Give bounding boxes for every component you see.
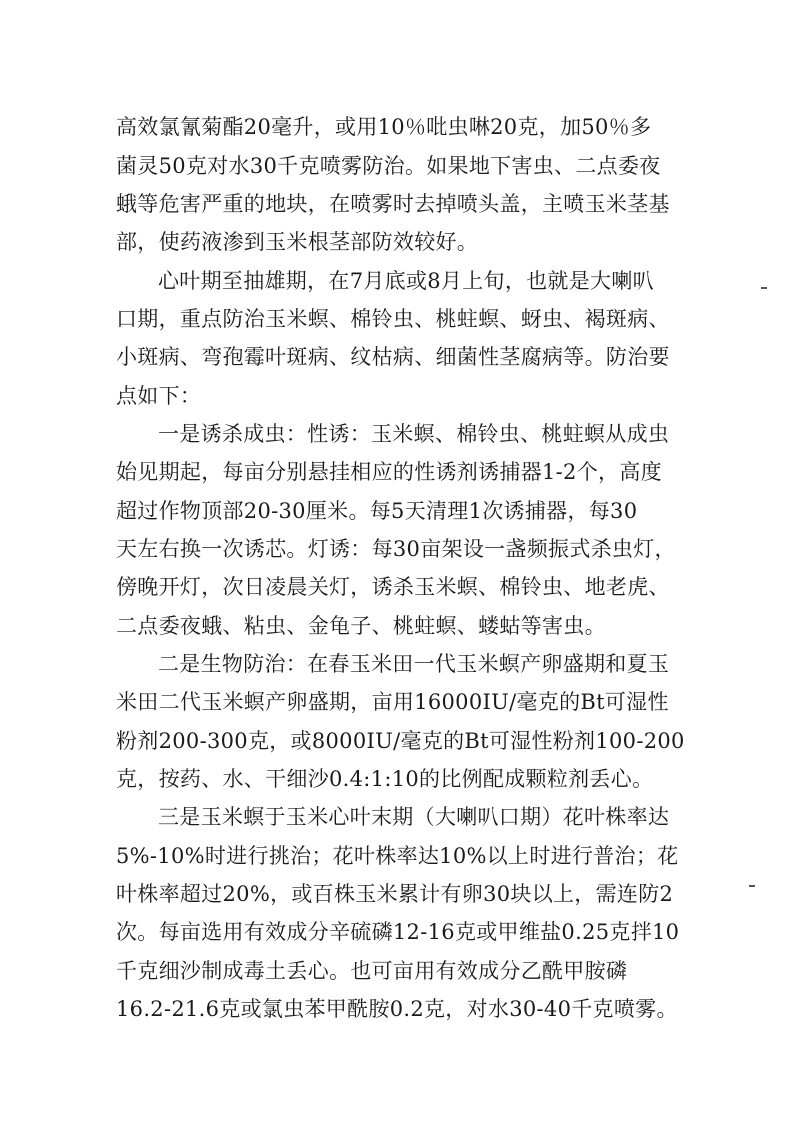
text-line: 傍晚开灯，次日凌晨关灯，诱杀玉米螟、棉铃虫、地老虎、 xyxy=(116,575,670,599)
text-line: 蛾等危害严重的地块，在喷雾时去掉喷头盖，主喷玉米茎基 xyxy=(116,192,670,216)
text-line: 高效氯氰菊酯20毫升，或用10％吡虫啉20克，加50％多 xyxy=(116,115,652,139)
paragraph-start-line: 二是生物防治：在春玉米田一代玉米螟产卵盛期和夏玉 xyxy=(158,652,670,676)
scan-mark xyxy=(749,885,755,887)
scan-mark xyxy=(761,287,767,289)
text-line: 克，按药、水、干细沙0.4:1:10的比例配成颗粒剂丢心。 xyxy=(116,767,654,791)
text-line: 小斑病、弯孢霉叶斑病、纹枯病、细菌性茎腐病等。防治要 xyxy=(116,345,670,369)
text-line: 次。每亩选用有效成分辛硫磷12-16克或甲维盐0.25克拌10 xyxy=(116,920,680,944)
text-line: 16.2-21.6克或氯虫苯甲酰胺0.2克，对水30-40千克喷雾。 xyxy=(116,997,678,1021)
text-line: 点如下： xyxy=(116,384,202,408)
text-line: 菌灵50克对水30千克喷雾防治。如果地下害虫、二点委夜 xyxy=(116,154,661,178)
text-line: 千克细沙制成毒土丢心。也可亩用有效成分乙酰甲胺磷 xyxy=(116,959,628,983)
text-line: 超过作物顶部20-30厘米。每5天清理1次诱捕器，每30 xyxy=(116,499,638,523)
text-line: 口期，重点防治玉米螟、棉铃虫、桃蛀螟、蚜虫、褐斑病、 xyxy=(116,307,670,331)
paragraph-start-line: 三是玉米螟于玉米心叶末期（大喇叭口期）花叶株率达 xyxy=(158,805,670,829)
paragraph-start-line: 心叶期至抽雄期，在7月底或8月上旬，也就是大喇叭 xyxy=(158,269,654,293)
text-line: 5%-10%时进行挑治；花叶株率达10%以上时进行普治；花 xyxy=(116,844,679,868)
text-line: 二点委夜蛾、粘虫、金龟子、桃蛀螟、蝼蛄等害虫。 xyxy=(116,614,606,638)
text-line: 始见期起，每亩分别悬挂相应的性诱剂诱捕器1-2个，高度 xyxy=(116,460,662,484)
text-line: 部，使药液渗到玉米根茎部防效较好。 xyxy=(116,230,479,254)
text-line: 叶株率超过20%，或百株玉米累计有卵30块以上，需连防2 xyxy=(116,882,674,906)
text-line: 米田二代玉米螟产卵盛期，亩用16000IU/毫克的Bt可湿性 xyxy=(116,690,669,714)
text-line: 粉剂200-300克，或8000IU/毫克的Bt可湿性粉剂100-200 xyxy=(116,729,685,753)
paragraph-start-line: 一是诱杀成虫：性诱：玉米螟、棉铃虫、桃蛀螟从成虫 xyxy=(158,422,670,446)
text-line: 天左右换一次诱芯。灯诱：每30亩架设一盏频振式杀虫灯， xyxy=(116,537,676,561)
